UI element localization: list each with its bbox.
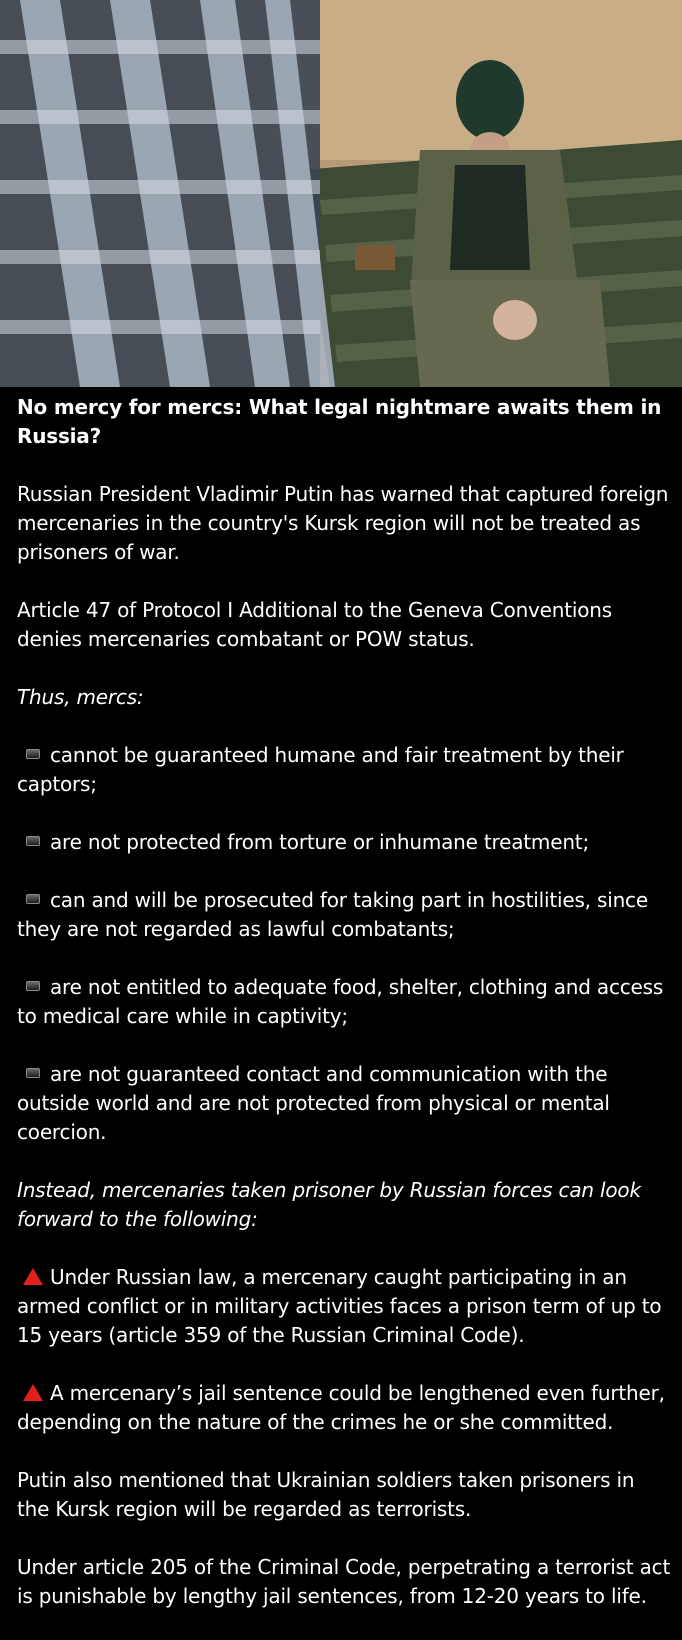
list-item [17,973,672,1031]
black-square-icon [26,894,40,904]
list-item-text: are not protected from torture or inhumane treatment; [50,830,589,854]
article-photo[interactable] [0,0,682,387]
consequence-text: Under Russian law, a mercenary caught participating in an armed conflict or in military activities faces a prison term of up to 15 years (article 359 of the Russian Criminal Code). [17,1265,662,1347]
post-text [17,393,672,1640]
list-item-text: cannot be guaranteed humane and fair treatment by their captors; [17,743,624,796]
photo-illustration [0,0,682,387]
red-triangle-icon [23,1384,43,1401]
black-square-icon [26,981,40,991]
consequence-item [17,1379,672,1437]
putin-paragraph: Putin also mentioned that Ukrainian soldiers taken prisoners in the Kursk region will be regarded as terrorists. [17,1468,635,1521]
intro-paragraph: Russian President Vladimir Putin has warned that captured foreign mercenaries in the country's Kursk region will not be treated as prisoners of war. [17,482,669,564]
thus-heading: Thus, mercs: [17,685,144,709]
red-triangle-icon [23,1268,43,1285]
article-47-paragraph: Article 47 of Protocol I Additional to the Geneva Conventions denies mercenaries combatant or POW status. [17,598,612,651]
consequence-item [17,1263,672,1350]
black-square-icon [26,1068,40,1078]
list-item [17,1060,672,1147]
black-square-icon [26,749,40,759]
black-square-icon [26,836,40,846]
article-205-paragraph: Under article 205 of the Criminal Code, perpetrating a terrorist act is punishable by lengthy jail sentences, from 12-20 years to life. [17,1555,671,1608]
instead-heading: Instead, mercenaries taken prisoner by Russian forces can look forward to the following: [17,1178,641,1231]
headline: No mercy for mercs: What legal nightmare awaits them in Russia? [17,395,662,448]
list-item-text: can and will be prosecuted for taking part in hostilities, since they are not regarded as lawful combatants; [17,888,648,941]
consequence-text: A mercenary’s jail sentence could be lengthened even further, depending on the nature of the crimes he or she committed. [17,1381,665,1434]
list-item [17,741,672,799]
list-item [17,828,672,857]
list-item-text: are not guaranteed contact and communication with the outside world and are not protected from physical or mental coercion. [17,1062,610,1144]
list-item [17,886,672,944]
list-item-text: are not entitled to adequate food, shelter, clothing and access to medical care while in captivity; [17,975,664,1028]
